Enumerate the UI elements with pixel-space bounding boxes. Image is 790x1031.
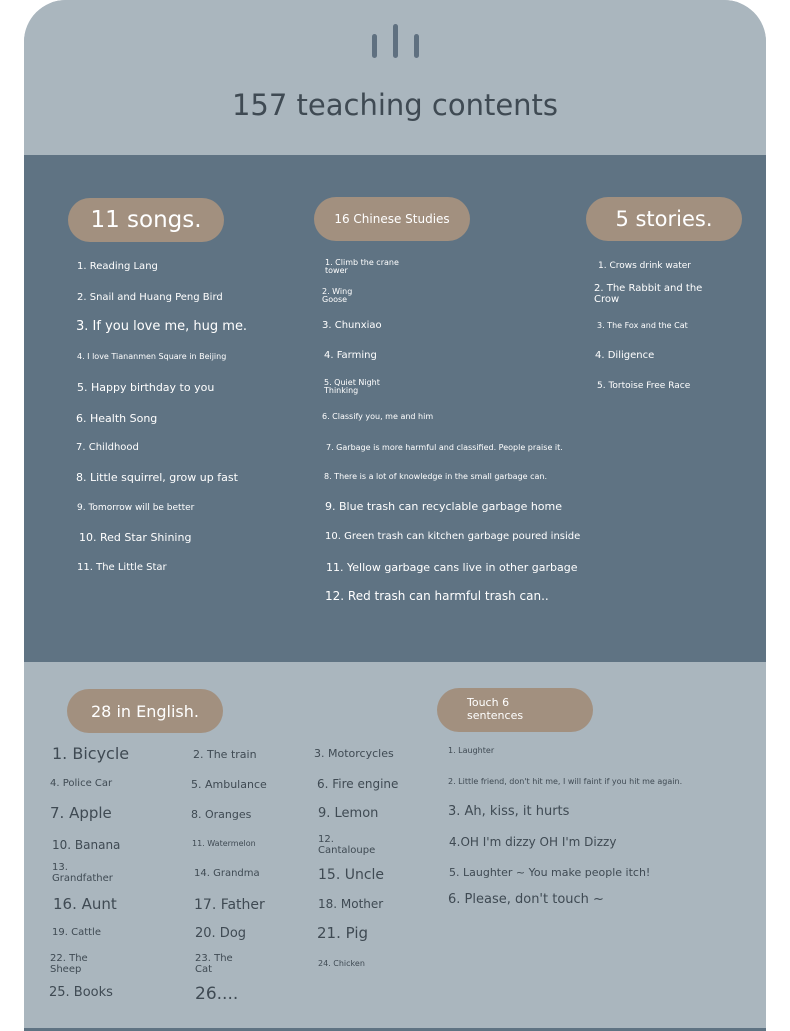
english-item: 21. Pig	[317, 924, 369, 942]
english-item: 26....	[195, 984, 239, 1004]
chinese-item: 5. Quiet Night Thinking	[324, 378, 380, 396]
english-item: 11. Watermelon	[192, 839, 256, 848]
chinese-item: 2. Wing Goose	[322, 287, 353, 305]
english-item: 15. Uncle	[318, 867, 385, 883]
touch-item: 2. Little friend, don't hit me, I will faint if you hit me again.	[448, 777, 683, 786]
english-pill: 28 in English.	[67, 689, 223, 733]
english-item: 22. The Sheep	[50, 953, 88, 975]
song-item: 2. Snail and Huang Peng Bird	[77, 292, 223, 303]
touch-item: 4.OH I'm dizzy OH I'm Dizzy	[449, 835, 617, 849]
english-touch-section	[24, 662, 766, 1028]
song-item: 1. Reading Lang	[77, 261, 158, 272]
english-item: 1. Bicycle	[52, 744, 130, 763]
song-item: 4. I love Tiananmen Square in Beijing	[77, 352, 227, 361]
story-item: 1. Crows drink water	[598, 261, 691, 271]
english-item: 25. Books	[49, 985, 113, 1000]
song-item: 7. Childhood	[76, 442, 139, 453]
story-item: 5. Tortoise Free Race	[597, 381, 691, 391]
english-item: 4. Police Car	[50, 778, 113, 789]
song-item: 8. Little squirrel, grow up fast	[76, 471, 238, 484]
touch-item: 1. Laughter	[448, 746, 495, 755]
song-item: 10. Red Star Shining	[79, 531, 192, 544]
story-item: 2. The Rabbit and the Crow	[594, 283, 703, 305]
chinese-item: 3. Chunxiao	[322, 320, 382, 331]
content-card	[24, 0, 766, 1031]
chinese-item: 9. Blue trash can recyclable garbage home	[325, 500, 563, 513]
songs-pill: 11 songs.	[68, 198, 224, 242]
english-item: 9. Lemon	[318, 806, 379, 821]
chinese-item: 6. Classify you, me and him	[322, 412, 434, 421]
stories-pill: 5 stories.	[586, 197, 742, 241]
header-section	[24, 0, 766, 155]
touch-pill-label: Touch 6 sentences	[467, 696, 524, 722]
english-item: 14. Grandma	[194, 868, 260, 879]
song-item: 3. If you love me, hug me.	[76, 319, 248, 334]
story-item: 4. Diligence	[595, 350, 655, 361]
english-item: 16. Aunt	[53, 895, 117, 913]
chinese-item: 7. Garbage is more harmful and classified. People praise it.	[326, 443, 563, 452]
chinese-item: 4. Farming	[324, 350, 377, 361]
chinese-item: 12. Red trash can harmful trash can..	[325, 589, 549, 603]
english-item: 20. Dog	[195, 926, 247, 941]
english-item: 5. Ambulance	[191, 778, 267, 791]
english-item: 6. Fire engine	[317, 777, 399, 791]
touch-pill	[437, 688, 593, 732]
page-title: 157 teaching contents	[231, 88, 559, 122]
song-item: 9. Tomorrow will be better	[77, 503, 195, 513]
english-item: 24. Chicken	[318, 959, 365, 968]
english-item: 8. Oranges	[191, 808, 252, 821]
chinese-item: 1. Climb the crane tower	[325, 258, 399, 276]
english-item: 13. Grandfather	[52, 862, 113, 884]
english-item: 7. Apple	[50, 804, 112, 822]
english-item: 18. Mother	[318, 897, 384, 911]
chinese-item: 10. Green trash can kitchen garbage poured inside	[325, 531, 581, 542]
chinese-pill: 16 Chinese Studies	[314, 197, 470, 241]
bars-icon	[372, 24, 422, 60]
touch-item: 5. Laughter ~ You make people itch!	[449, 866, 651, 879]
english-item: 3. Motorcycles	[314, 747, 394, 760]
song-item: 11. The Little Star	[77, 562, 167, 573]
songs-chinese-stories-section	[24, 155, 766, 662]
english-item: 19. Cattle	[52, 927, 101, 938]
chinese-item: 8. There is a lot of knowledge in the small garbage can.	[324, 472, 548, 481]
english-item: 10. Banana	[52, 838, 121, 852]
english-item: 12. Cantaloupe	[318, 834, 376, 856]
story-item: 3. The Fox and the Cat	[597, 321, 688, 330]
english-item: 23. The Cat	[195, 953, 233, 975]
touch-item: 6. Please, don't touch ~	[448, 892, 604, 907]
song-item: 5. Happy birthday to you	[77, 381, 215, 394]
touch-item: 3. Ah, kiss, it hurts	[448, 804, 570, 819]
chinese-item: 11. Yellow garbage cans live in other garbage	[326, 561, 578, 574]
song-item: 6. Health Song	[76, 412, 158, 425]
english-item: 17. Father	[194, 897, 265, 913]
english-item: 2. The train	[193, 748, 257, 761]
